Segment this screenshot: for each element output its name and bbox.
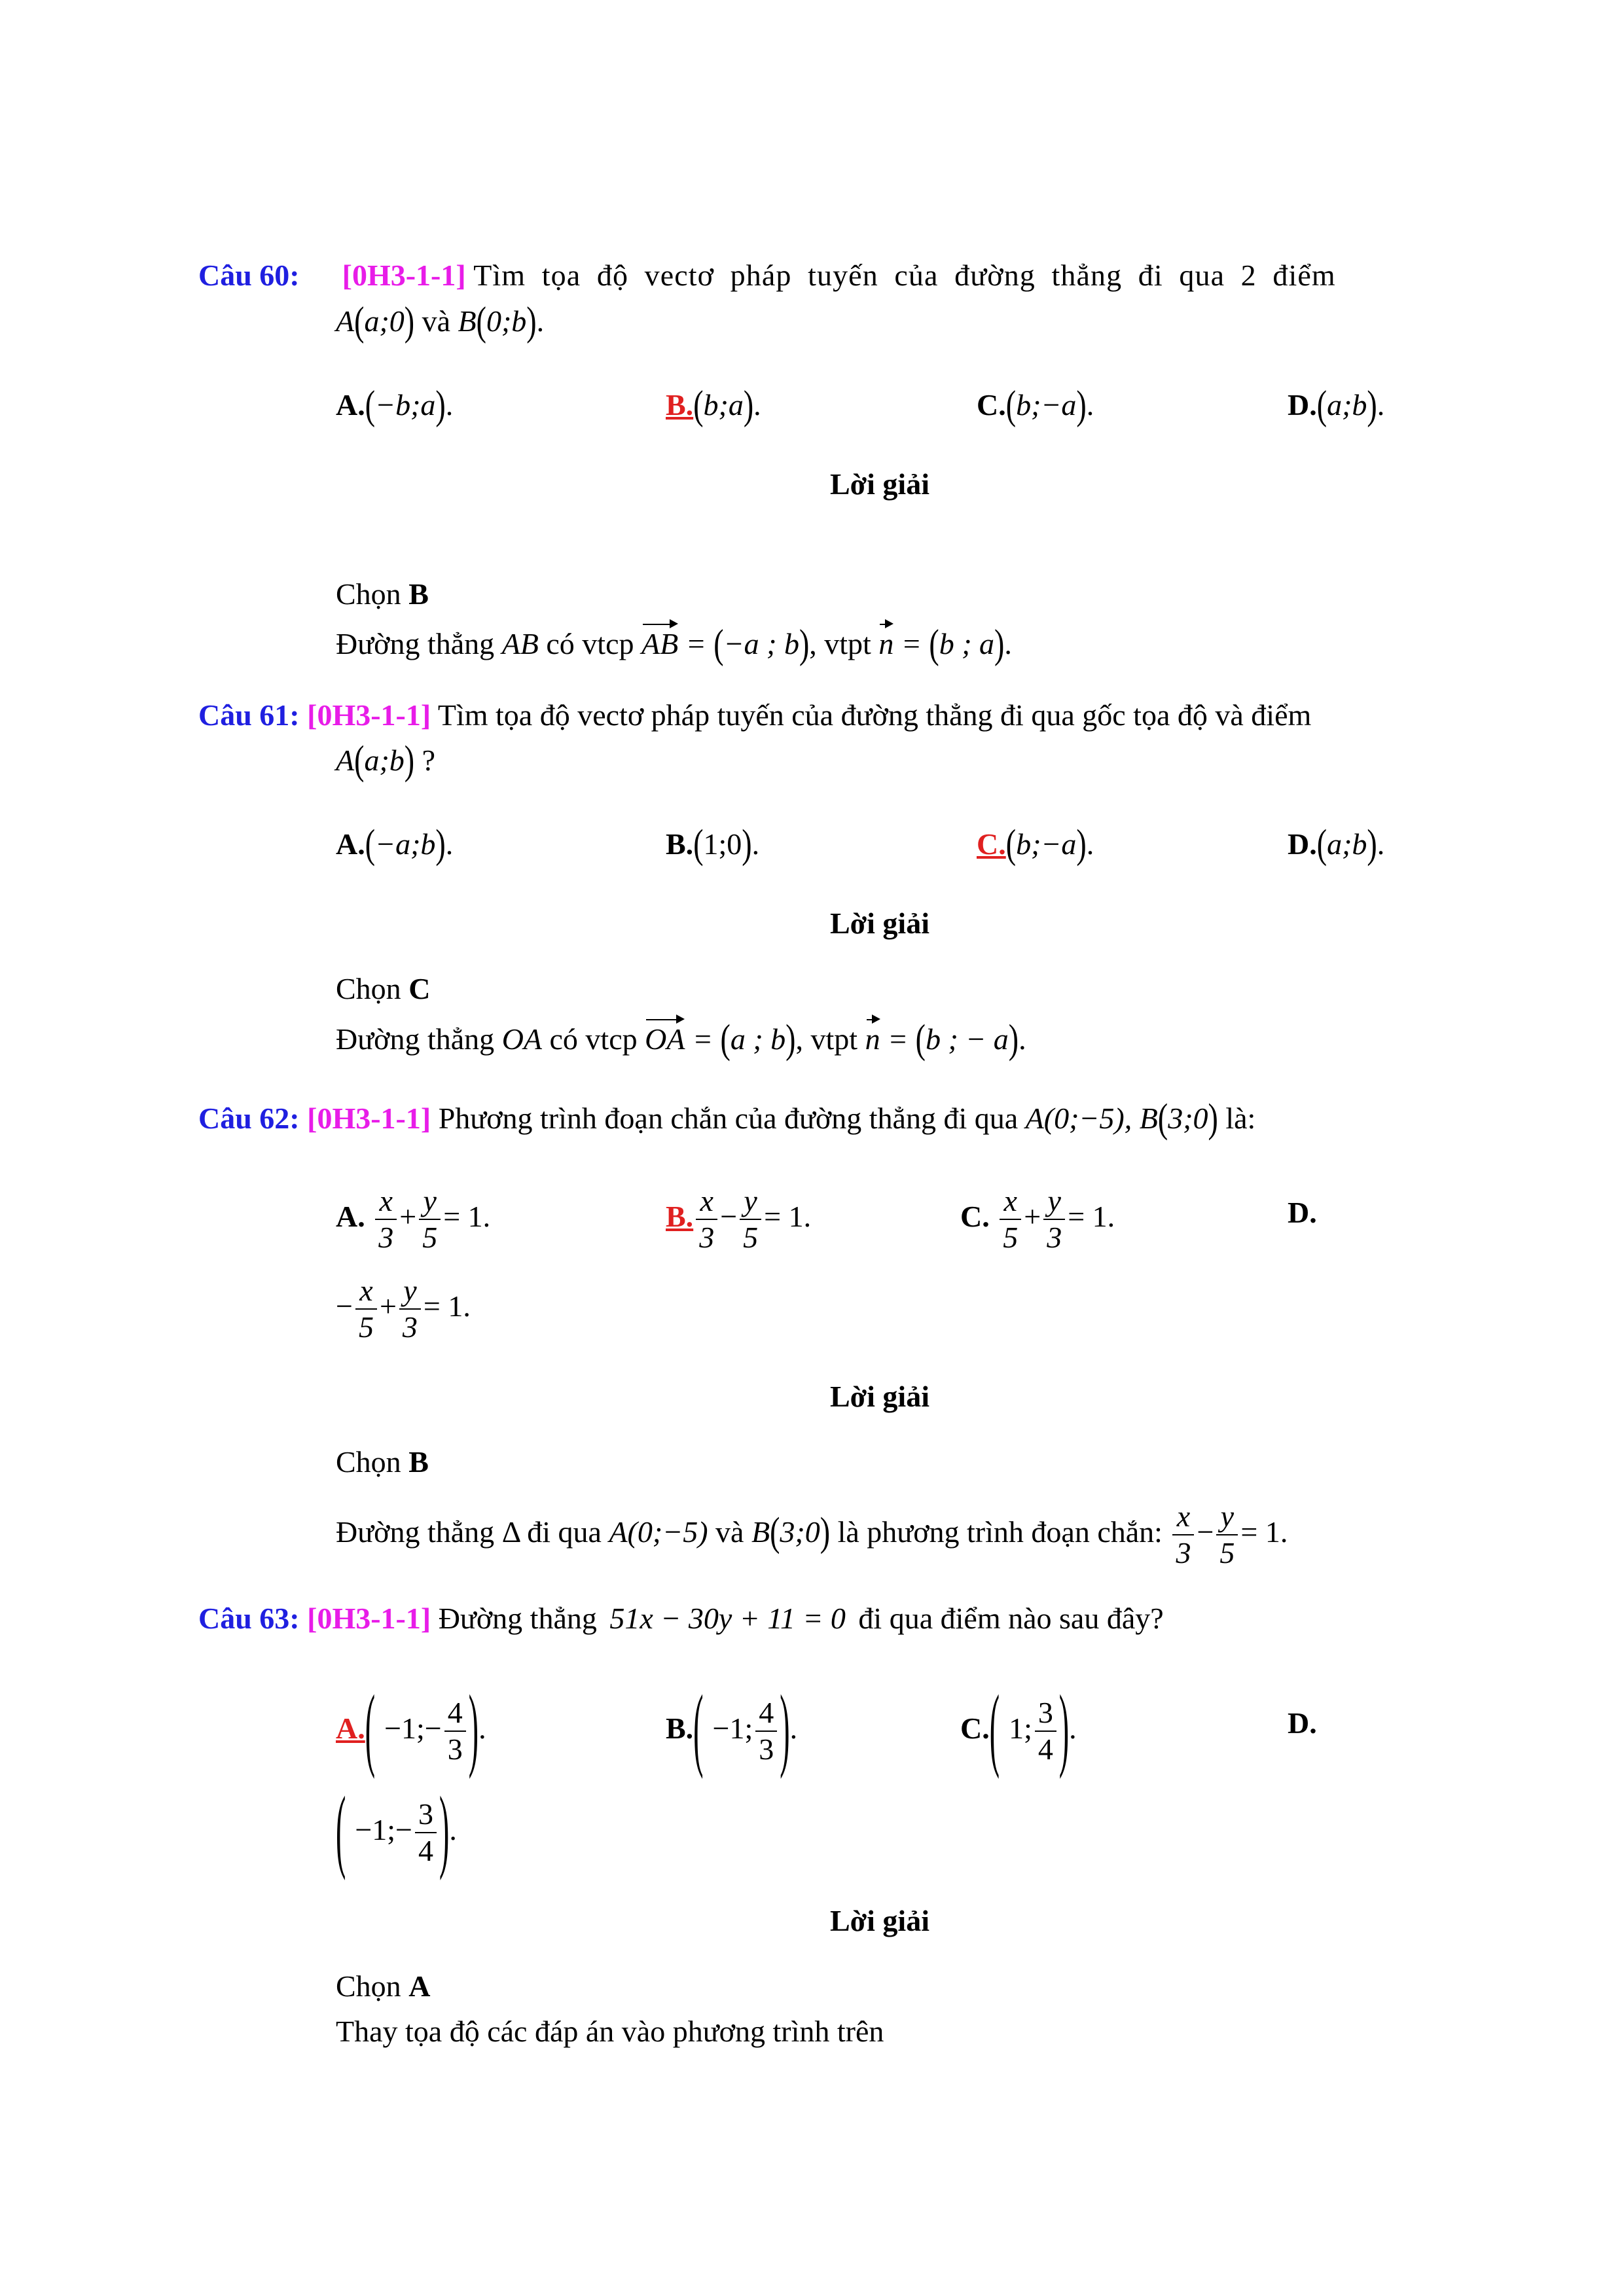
- q61-sol-text2: có vtcp: [549, 1022, 638, 1056]
- q61-sol-text1: Đường thẳng: [336, 1022, 495, 1056]
- q61-choose: [336, 974, 430, 1004]
- q62-point-a: A(0;−5),: [1025, 1102, 1132, 1135]
- q60-option-c[interactable]: C.(b;−a).: [977, 382, 1094, 427]
- q63-choose-word: Chọn: [336, 1969, 401, 2003]
- q62-option-b-label: B.: [666, 1199, 694, 1233]
- q61-choose-letter: C: [408, 972, 431, 1005]
- q63-label: Câu 63:: [198, 1602, 300, 1635]
- q60-option-c-label: C.: [977, 388, 1006, 422]
- q63-option-b[interactable]: B.( −1; $\frac{4}{3}$ ).: [666, 1676, 798, 1780]
- q63-code: [0H3-1-1]: [307, 1602, 431, 1635]
- q61-solution-title: Lời giải: [830, 906, 929, 940]
- q62-choose-letter: B: [408, 1445, 429, 1479]
- q60-solution-title: Lời giải: [830, 467, 929, 501]
- q62-choose-word: Chọn: [336, 1445, 401, 1479]
- q63-solution-title: Lời giải: [830, 1904, 929, 1937]
- q60-option-a-label: A.: [336, 388, 365, 422]
- q63-question-text2: đi qua điểm nào sau đây?: [858, 1602, 1164, 1635]
- q61-code: [0H3-1-1]: [307, 698, 431, 732]
- q63-option-a-label: A.: [336, 1711, 365, 1745]
- q61-line1: [198, 700, 1311, 730]
- q62-option-d[interactable]: − $\frac{x}{5}$ + $\frac{y}{3}$ = 1.: [336, 1274, 471, 1344]
- q61-option-a[interactable]: A.(−a;b).: [336, 821, 454, 867]
- q61-choose-word: Chọn: [336, 972, 401, 1005]
- q61-question-mark: ?: [422, 744, 436, 777]
- q62-option-b[interactable]: B. $\frac{x}{3}$ − $\frac{y}{5}$ = 1.: [666, 1184, 812, 1255]
- q62-point-b: B(3;0): [1139, 1095, 1218, 1141]
- q61-option-c-label: C.: [977, 827, 1006, 861]
- q63-option-c-label: C.: [960, 1711, 990, 1745]
- q63-option-d[interactable]: ( −1;− $\frac{3}{4}$ ).: [336, 1777, 457, 1881]
- q61-question-text: Tìm tọa độ vectơ pháp tuyến của đường thẳng đi qua gốc tọa độ và điểm: [437, 698, 1312, 732]
- q62-question-end: là:: [1225, 1102, 1256, 1135]
- q60-question-text: Tìm tọa độ vectơ pháp tuyến của đường thẳng đi qua 2 điểm: [473, 259, 1336, 292]
- q60-option-b[interactable]: B.(b;a).: [666, 382, 761, 427]
- q63-option-d-label-wrap[interactable]: [1288, 1708, 1317, 1738]
- q63-question-text1: Đường thẳng: [438, 1602, 597, 1635]
- q61-option-c[interactable]: C.(b;−a).: [977, 821, 1094, 867]
- q60-label: Câu 60:: [198, 259, 300, 292]
- q62-sol-text3: và: [715, 1515, 744, 1549]
- q60-sol-text2: có vtcp: [546, 627, 634, 660]
- q61-point-a: A(a;b): [336, 737, 415, 783]
- q62-sol-text1: Đường thẳng: [336, 1515, 495, 1549]
- q60-option-d[interactable]: D.(a;b).: [1288, 382, 1385, 427]
- q60-choose-word: Chọn: [336, 577, 401, 611]
- q63-equation: 51x − 30y + 11 = 0: [609, 1602, 846, 1635]
- q60-choose: [336, 579, 429, 609]
- q61-option-a-label: A.: [336, 827, 365, 861]
- q62-question-text: Phương trình đoạn chắn của đường thẳng đi qua: [438, 1102, 1019, 1135]
- q60-choose-letter: B: [408, 577, 429, 611]
- q62-solution-title: Lời giải: [830, 1380, 929, 1413]
- q61-option-b[interactable]: B.(1;0).: [666, 821, 760, 867]
- q62-sol-text4: là phương trình đoạn chắn:: [837, 1515, 1163, 1549]
- q62-solution-line: Đường thẳng Δ đi qua A(0;−5) và B(3;0) là phương trình đoạn chắn: $\frac{x}{3}$ − $\frac{y}{5}$ = 1.: [336, 1499, 1288, 1570]
- q63-option-c[interactable]: C.( 1; $\frac{3}{4}$ ).: [960, 1676, 1077, 1780]
- q61-label: Câu 61:: [198, 698, 300, 732]
- q60-option-a[interactable]: A.(−b;a).: [336, 382, 454, 427]
- q60-sol-text1: Đường thẳng: [336, 627, 495, 660]
- q60-option-d-label: D.: [1288, 388, 1317, 422]
- q60-code: [0H3-1-1]: [342, 259, 466, 292]
- q62-option-d-label-wrap[interactable]: [1288, 1198, 1317, 1228]
- q60-line2: A(a;0) và B(0;b).: [336, 298, 545, 344]
- q62-code: [0H3-1-1]: [307, 1102, 431, 1135]
- q62-option-a-label: A.: [336, 1199, 365, 1233]
- q63-option-d-label: D.: [1288, 1706, 1317, 1740]
- q62-option-c[interactable]: C. $\frac{x}{5}$ + $\frac{y}{3}$ = 1.: [960, 1184, 1115, 1255]
- q63-option-b-label: B.: [666, 1711, 694, 1745]
- q60-sol-text3: vtpt: [824, 627, 871, 660]
- q61-solution-line: Đường thẳng OA có vtcp OA = (a ; b), vtpt n = (b ; − a).: [336, 1016, 1026, 1062]
- q63-choose: [336, 1971, 430, 2001]
- q61-option-d[interactable]: D.(a;b).: [1288, 821, 1385, 867]
- q63-line1: [198, 1604, 1164, 1634]
- q60-point-a: A(a;0): [336, 298, 415, 344]
- q62-option-d-label: D.: [1288, 1196, 1317, 1229]
- q62-line1: [198, 1095, 1256, 1141]
- q61-option-b-label: B.: [666, 827, 694, 861]
- q63-option-a[interactable]: A.( −1;− $\frac{4}{3}$ ).: [336, 1676, 486, 1780]
- q60-line1: [198, 260, 1336, 291]
- q62-option-a[interactable]: A. $\frac{x}{3}$ + $\frac{y}{5}$ = 1.: [336, 1184, 491, 1255]
- q62-sol-text2: đi qua: [527, 1515, 602, 1549]
- q61-line2: [336, 737, 436, 783]
- q60-point-b: B(0;b): [458, 298, 537, 344]
- q63-solution-line: Thay tọa độ các đáp án vào phương trình trên: [336, 2015, 884, 2048]
- q62-option-c-label: C.: [960, 1199, 990, 1233]
- q61-option-d-label: D.: [1288, 827, 1317, 861]
- q62-label: Câu 62:: [198, 1102, 300, 1135]
- q63-choose-letter: A: [408, 1969, 431, 2003]
- q60-question-and: và: [422, 304, 451, 338]
- q61-sol-text3: vtpt: [810, 1022, 858, 1056]
- q60-solution-line: Đường thẳng AB có vtcp AB = (−a ; b), vtpt n = (b ; a).: [336, 620, 1012, 666]
- q62-choose: [336, 1447, 429, 1477]
- q60-option-b-label: B.: [666, 388, 694, 422]
